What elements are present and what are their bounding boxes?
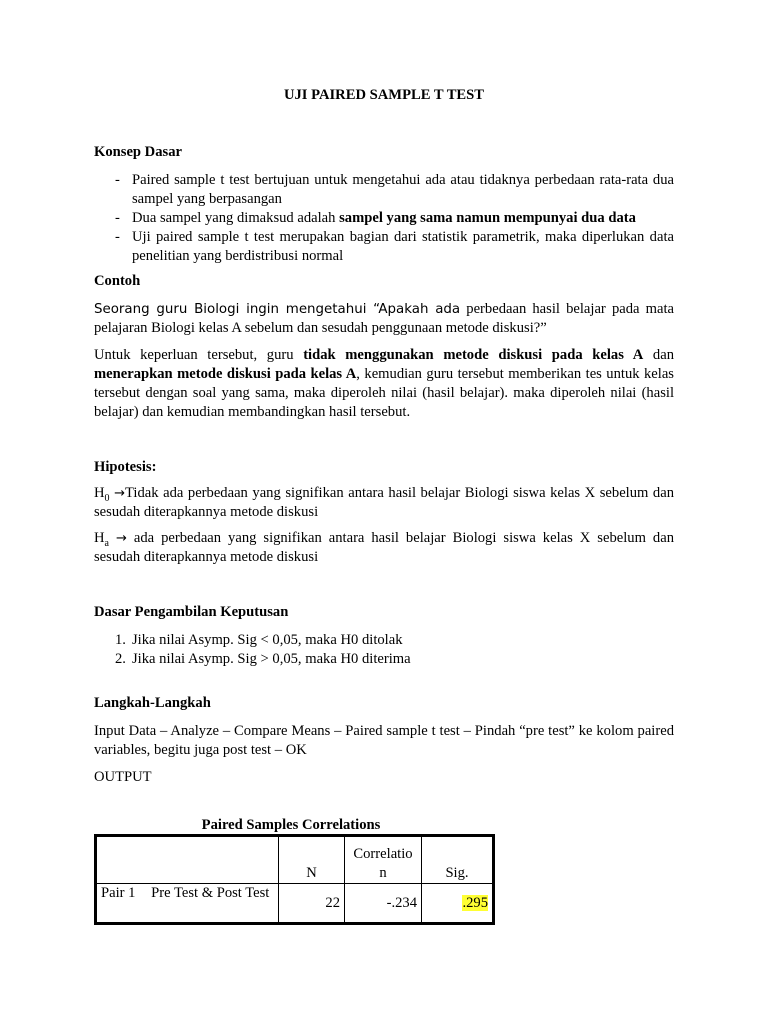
hipotesis-heading: Hipotesis:	[94, 459, 157, 475]
output-label: OUTPUT	[94, 769, 152, 785]
h0-label: H	[94, 485, 105, 501]
dasar-item-2	[94, 650, 674, 669]
ha-text: ada perbedaan yang signifikan antara hasil belajar Biologi siswa kelas X sebelum dan sesudah diterapkannya metode diskusi	[94, 530, 674, 565]
ha-label: H	[94, 530, 105, 546]
header-correlation-line2: n	[379, 865, 387, 881]
hipotesis-h0	[94, 484, 674, 522]
pair-label-cell: Pair 1	[96, 884, 148, 924]
konsep-heading: Konsep Dasar	[94, 144, 182, 160]
konsep-bullet-3	[94, 228, 674, 266]
langkah-text: Input Data – Analyze – Compare Means – Paired sample t test – Pindah “pre test” ke kolom paired variables, begitu juga post test – OK	[94, 723, 674, 758]
contoh-p2-bold: tidak menggunakan metode diskusi pada kelas A	[303, 347, 644, 363]
langkah-heading: Langkah-Langkah	[94, 695, 211, 711]
correlation-value-cell: -.234	[345, 884, 422, 924]
table-header-row	[96, 836, 494, 884]
header-sig: Sig.	[422, 836, 494, 884]
bullet-dash: -	[115, 172, 120, 188]
header-empty-cell	[96, 836, 279, 884]
contoh-p2-part: dan	[643, 347, 674, 363]
item-text: Jika nilai Asymp. Sig < 0,05, maka H0 ditolak	[132, 632, 403, 648]
right-arrow-icon: →	[114, 486, 126, 501]
bullet-text: Dua sampel yang dimaksud adalah	[132, 210, 340, 226]
variable-label-cell: Pre Test & Post Test	[147, 884, 278, 924]
header-correlation	[345, 836, 422, 884]
item-number: 2.	[115, 651, 126, 667]
n-value-cell: 22	[279, 884, 345, 924]
contoh-paragraph-1	[94, 300, 674, 338]
bullet-text: Uji paired sample t test merupakan bagian dari statistik parametrik, maka diperlukan data penelitian yang berdistribusi normal	[132, 229, 674, 264]
contoh-paragraph-2	[94, 346, 674, 422]
bullet-dash: -	[115, 210, 120, 226]
header-n: N	[279, 836, 345, 884]
contoh-p2-part: , kemudian guru tersebut memberikan tes untuk kelas tersebut dengan soal yang sama, maka diperoleh nilai (hasil belajar). maka diperoleh nilai (hasil belajar) dan kemudian membandingkan hasil tersebut.	[94, 366, 674, 420]
dasar-item-1	[94, 631, 674, 650]
right-arrow-icon: →	[115, 531, 127, 546]
hipotesis-ha	[94, 529, 674, 567]
contoh-heading: Contoh	[94, 273, 141, 289]
bullet-dash: -	[115, 229, 120, 245]
dasar-heading: Dasar Pengambilan Keputusan	[94, 604, 289, 620]
h0-subscript: 0	[104, 492, 110, 504]
contoh-p1-serif: perbedaan hasil belajar pada mata pelajaran Biologi kelas A sebelum dan sesudah penggunaan metode diskusi?”	[94, 301, 674, 336]
contoh-p1-sans: Seorang guru Biologi ingin mengetahui “Apakah ada	[94, 302, 461, 317]
dasar-numbered-list	[94, 631, 674, 669]
table-caption: Paired Samples Correlations	[201, 817, 381, 833]
item-text: Jika nilai Asymp. Sig > 0,05, maka H0 diterima	[132, 651, 411, 667]
konsep-bullet-list	[94, 171, 674, 266]
item-number: 1.	[115, 632, 126, 648]
h0-text: Tidak ada perbedaan yang signifikan antara hasil belajar Biologi siswa kelas X sebelum dan sesudah diterapkannya metode diskusi	[94, 485, 674, 520]
bullet-text: Paired sample t test bertujuan untuk mengetahui ada atau tidaknya perbedaan rata-rata dua sampel yang berpasangan	[132, 172, 674, 207]
header-correlation-line1: Correlatio	[353, 846, 413, 862]
paired-samples-correlations-table	[94, 834, 495, 925]
bullet-bold-text: sampel yang sama namun mempunyai dua data	[339, 210, 636, 226]
document-title: UJI PAIRED SAMPLE T TEST	[283, 87, 485, 103]
table-row	[96, 884, 494, 924]
konsep-bullet-2	[94, 209, 674, 228]
ha-subscript: a	[104, 537, 109, 549]
contoh-p2-bold: menerapkan metode diskusi pada kelas A	[94, 366, 357, 382]
contoh-p2-part: Untuk keperluan tersebut, guru	[94, 347, 304, 363]
sig-value-cell	[422, 884, 494, 924]
konsep-bullet-1	[94, 171, 674, 209]
sig-highlight: .295	[462, 894, 488, 911]
